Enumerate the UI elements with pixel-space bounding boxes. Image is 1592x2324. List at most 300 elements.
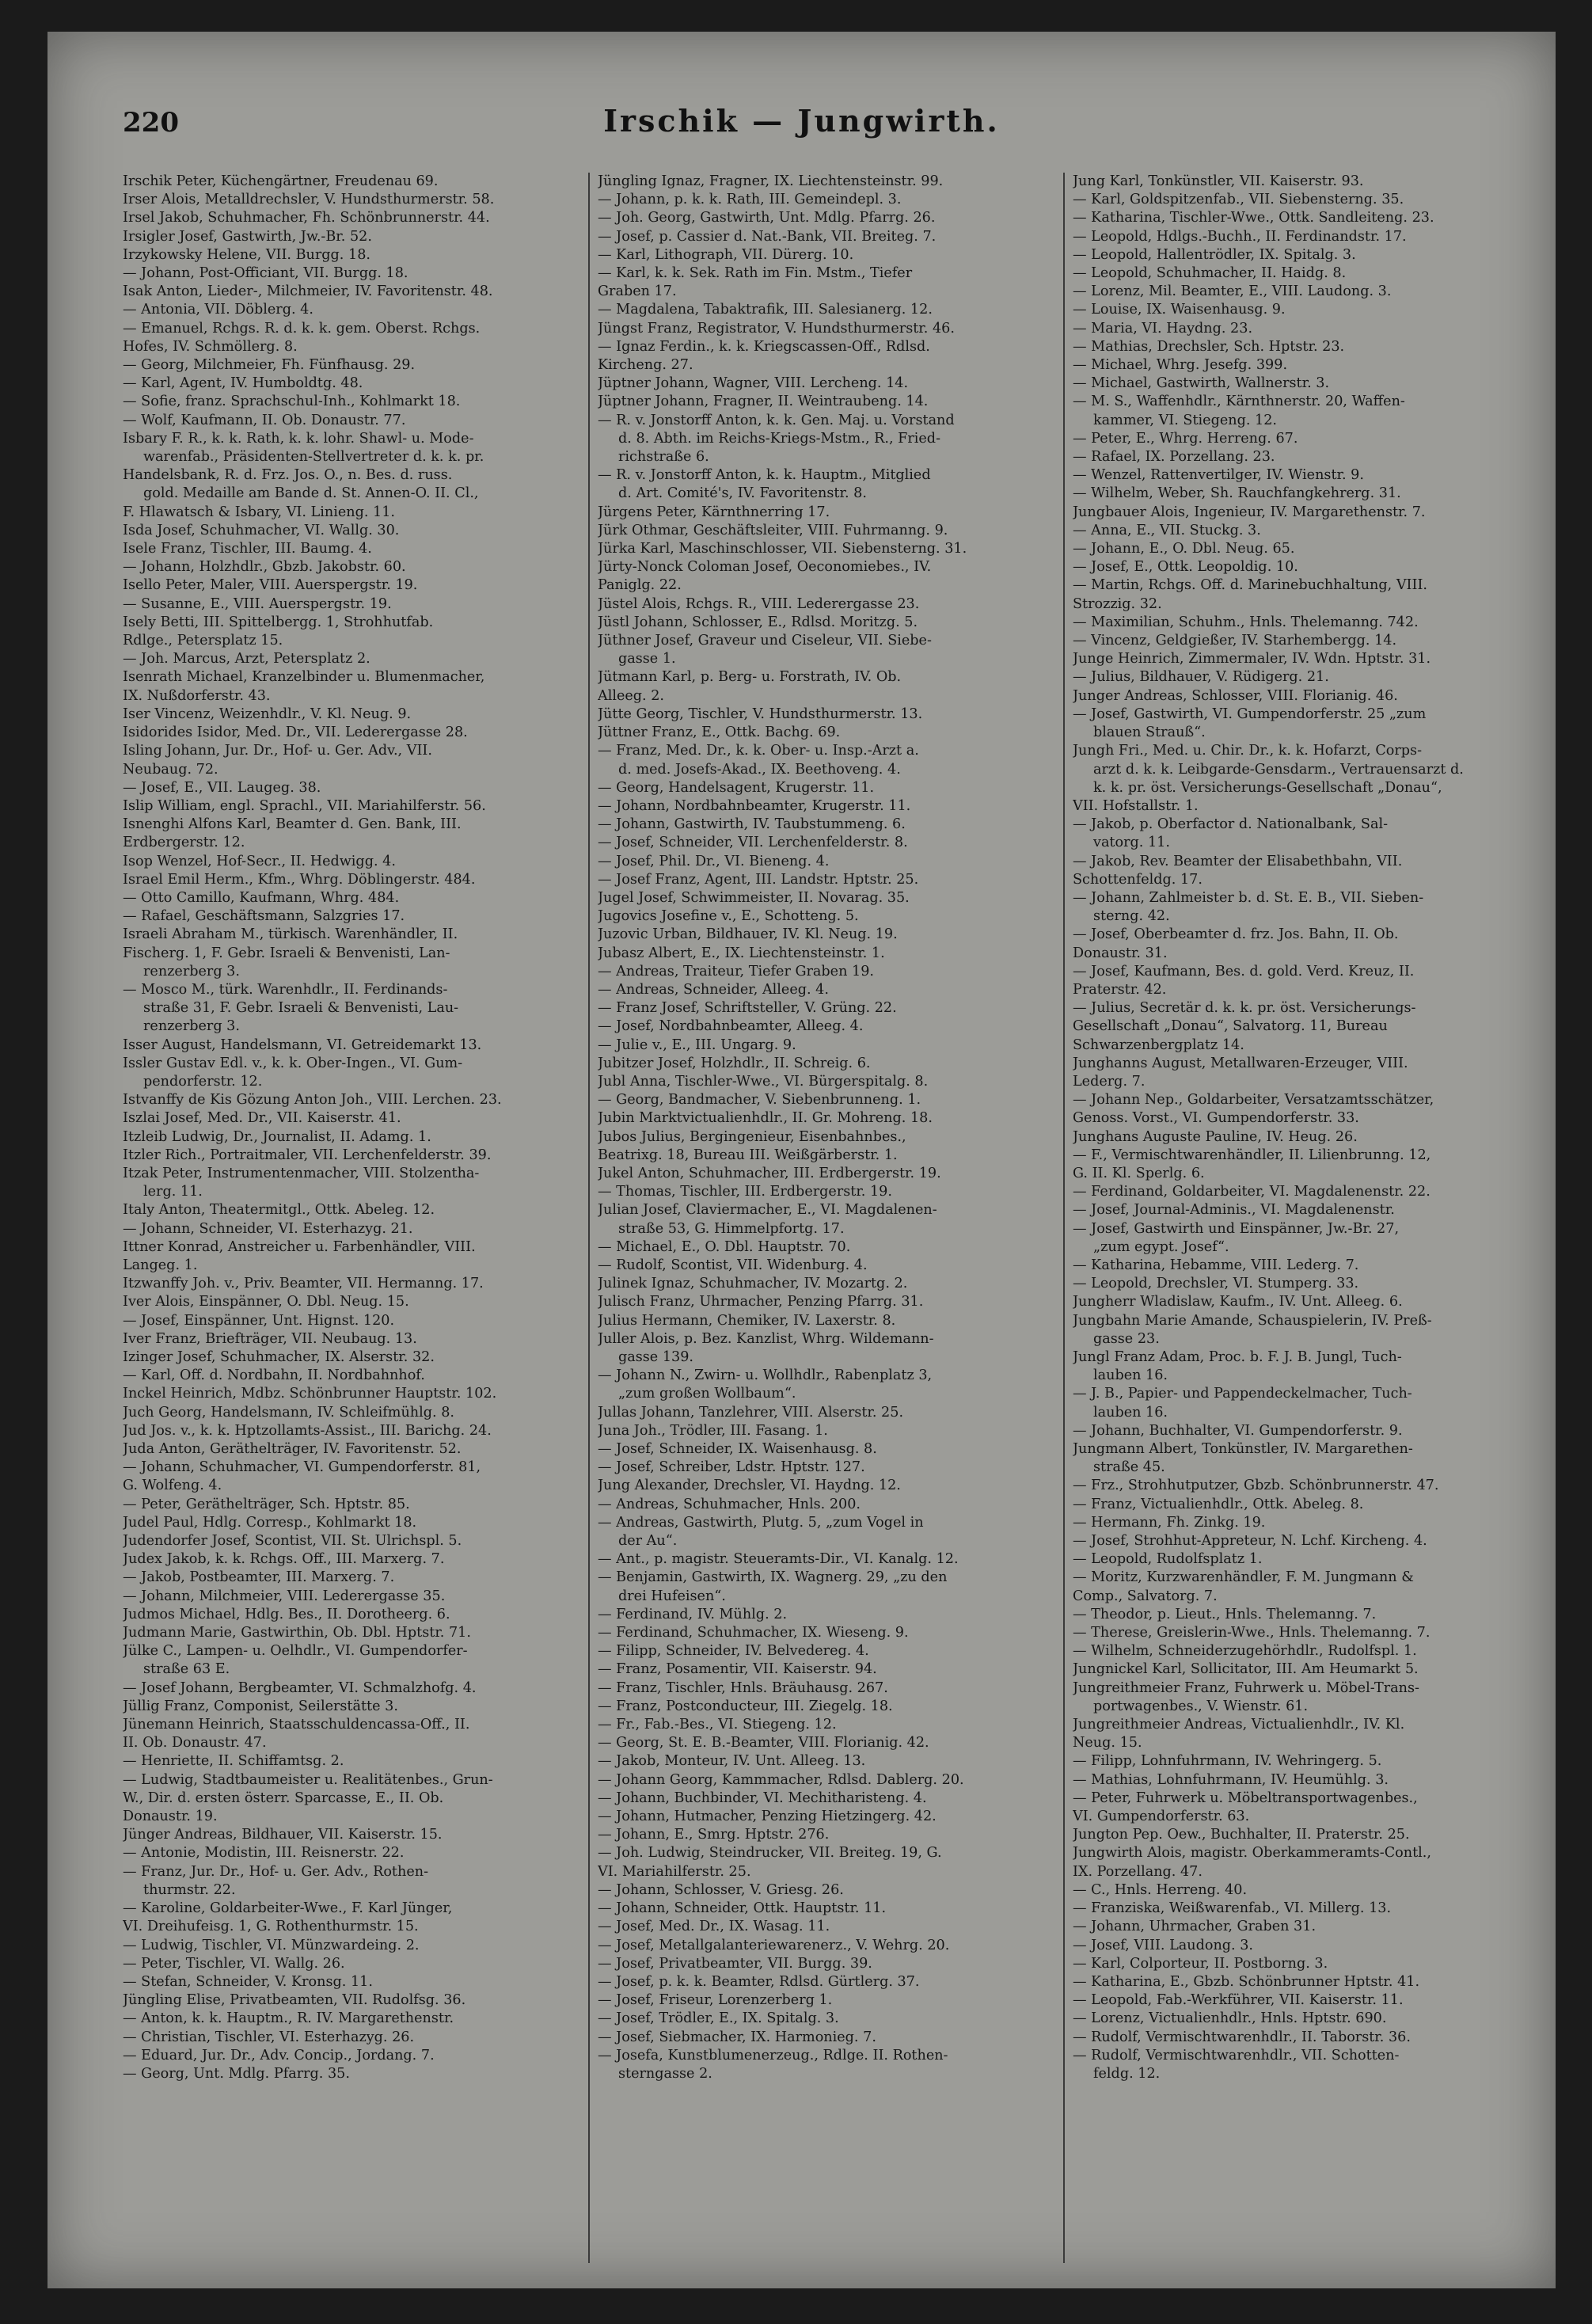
directory-entry: Isbary F. R., k. k. Rath, k. k. lohr. Shawl- u. Mode- [123, 430, 474, 447]
directory-entry: — Johann, Zahlmeister b. d. St. E. B., VII. Sieben- [1073, 889, 1424, 906]
directory-entry: — Thomas, Tischler, III. Erdbergerstr. 19. [598, 1184, 892, 1200]
directory-entry: Itzleib Ludwig, Dr., Journalist, II. Adamg. 1. [123, 1128, 431, 1145]
directory-entry: — Franz, Jur. Dr., Hof- u. Ger. Adv., Rothen- [123, 1863, 429, 1880]
directory-entry: — J. B., Papier- und Pappendeckelmacher, Tuch- [1073, 1386, 1412, 1402]
directory-entry: — Maximilian, Schuhm., Hnls. Thelemanng. 742. [1073, 614, 1419, 630]
directory-entry: Langeg. 1. [123, 1257, 198, 1273]
directory-entry: Jüthner Josef, Graveur und Ciseleur, VII. Siebe- [598, 633, 932, 649]
directory-entry: d. 8. Abth. im Reichs-Kriegs-Mstm., R., Fried- [618, 430, 941, 447]
directory-entry: Irzykowsky Helene, VII. Burgg. 18. [123, 246, 370, 263]
directory-entry: Irschik Peter, Küchengärtner, Freudenau 69. [123, 173, 439, 189]
directory-entry: — Johann, Gastwirth, IV. Taubstummeng. 6. [598, 816, 906, 833]
directory-entry: — Leopold, Rudolfsplatz 1. [1073, 1551, 1263, 1568]
directory-entry: — Josef, Journal-Adminis., VI. Magdalenenstr. [1073, 1202, 1395, 1219]
directory-entry: Jüngling Elise, Privatbeamten, VII. Rudolfsg. 36. [123, 1992, 466, 2009]
directory-entry: — Georg, Milchmeier, Fh. Fünfhausg. 29. [123, 357, 416, 374]
directory-entry: Isak Anton, Lieder-, Milchmeier, IV. Favoritenstr. 48. [123, 283, 493, 300]
directory-entry: blauen Strauß“. [1093, 725, 1206, 741]
directory-entry: Jüttner Franz, E., Ottk. Bachg. 69. [598, 725, 841, 741]
directory-entry: — Franz, Victualienhdlr., Ottk. Abeleg. 8. [1073, 1496, 1364, 1512]
directory-entry: — Karoline, Goldarbeiter-Wwe., F. Karl Jünger, [123, 1900, 453, 1917]
directory-entry: — Georg, St. E. B.-Beamter, VIII. Florianig. 42. [598, 1735, 929, 1752]
directory-entry: lauben 16. [1093, 1404, 1168, 1421]
directory-entry: — Wilhelm, Weber, Sh. Rauchfangkehrerg. 31. [1073, 485, 1401, 502]
directory-entry: — Ludwig, Tischler, VI. Münzwardeing. 2. [123, 1937, 420, 1953]
directory-entry: — Josef, Oberbeamter d. frz. Jos. Bahn, II. Ob. [1073, 926, 1399, 943]
directory-entry: Isidorides Isidor, Med. Dr., VII. Lederergasse 28. [123, 725, 468, 741]
directory-entry: — Josef, Schreiber, Ldstr. Hptstr. 127. [598, 1459, 865, 1476]
directory-entry: kammer, VI. Stiegeng. 12. [1093, 412, 1278, 428]
directory-entry: drei Hufeisen“. [618, 1588, 726, 1604]
directory-entry: straße 63 E. [143, 1661, 230, 1678]
directory-entry: Isop Wenzel, Hof-Secr., II. Hedwigg. 4. [123, 853, 396, 869]
directory-entry: k. k. pr. öst. Versicherungs-Gesellschaft „Donau“, [1093, 779, 1442, 796]
directory-entry: — Jakob, p. Oberfactor d. Nationalbank, Sal- [1073, 816, 1389, 833]
directory-entry: feldg. 12. [1093, 2065, 1161, 2082]
directory-entry: gasse 23. [1093, 1330, 1160, 1347]
directory-entry: — Johann Nep., Goldarbeiter, Versatzamtsschätzer, [1073, 1092, 1434, 1109]
directory-entry: Itzler Rich., Portraitmaler, VII. Lerchenfelderstr. 39. [123, 1147, 492, 1163]
directory-entry: Kircheng. 27. [598, 357, 693, 374]
directory-entry: Jungreithmeier Franz, Fuhrwerk u. Möbel-Trans- [1073, 1679, 1419, 1696]
directory-entry: — Jakob, Postbeamter, III. Marxerg. 7. [123, 1569, 395, 1586]
directory-entry: — Anna, E., VII. Stuckg. 3. [1073, 522, 1261, 538]
directory-entry: Juda Anton, Geräthelträger, IV. Favoritenstr. 52. [123, 1441, 462, 1458]
directory-entry: — Rudolf, Vermischtwarenhdlr., VII. Schotten- [1073, 2047, 1400, 2063]
directory-entry: — Peter, E., Whrg. Herreng. 67. [1073, 430, 1298, 447]
directory-entry: Schottenfeldg. 17. [1073, 871, 1203, 888]
directory-entry: Izinger Josef, Schuhmacher, IX. Alserstr. 32. [123, 1349, 435, 1365]
directory-entry: Donaustr. 31. [1073, 945, 1168, 961]
directory-entry: — Josef, E., VII. Laugeg. 38. [123, 779, 321, 796]
directory-entry: Itzak Peter, Instrumentenmacher, VIII. Stolzentha- [123, 1165, 480, 1181]
directory-entry: Judmann Marie, Gastwirthin, Ob. Dbl. Hptstr. 71. [123, 1625, 471, 1641]
directory-entry: Jüngst Franz, Registrator, V. Hundsthurmerstr. 46. [598, 320, 955, 337]
directory-entry: — F., Vermischtwarenhändler, II. Lilienbrunng. 12, [1073, 1147, 1431, 1163]
directory-entry: — Frz., Strohhutputzer, Gbzb. Schönbrunnerstr. 47. [1073, 1478, 1439, 1494]
directory-entry: — Josef, VIII. Laudong. 3. [1073, 1937, 1254, 1953]
directory-entry: Strozzig. 32. [1073, 595, 1162, 612]
directory-entry: gold. Medaille am Bande d. St. Annen-O. II. Cl., [143, 485, 479, 502]
directory-entry: — Franz Josef, Schriftsteller, V. Grüng. 22. [598, 1000, 897, 1017]
directory-entry: — M. S., Waffenhdlr., Kärnthnerstr. 20, Waffen- [1073, 394, 1405, 410]
directory-entry: — Johann, p. k. k. Rath, III. Gemeindepl. 3. [598, 192, 902, 208]
directory-entry: — Josef, Einspänner, Unt. Hignst. 120. [123, 1312, 395, 1329]
directory-entry: Inckel Heinrich, Mdbz. Schönbrunner Hauptstr. 102. [123, 1386, 497, 1402]
directory-entry: Gesellschaft „Donau“, Salvatorg. 11, Bureau [1073, 1018, 1388, 1035]
directory-entry: — Josef, Gastwirth und Einspänner, Jw.-Br. 27, [1073, 1220, 1400, 1237]
directory-entry: — Fr., Fab.-Bes., VI. Stiegeng. 12. [598, 1717, 837, 1733]
directory-entry: — Josef, p. k. k. Beamter, Rdlsd. Gürtlerg. 37. [598, 1973, 920, 1990]
directory-entry: Jud Jos. v., k. k. Hptzollamts-Assist., III. Barichg. 24. [123, 1422, 492, 1439]
directory-entry: — Katharina, Hebamme, VIII. Lederg. 7. [1073, 1257, 1359, 1273]
directory-entry: — Josef, Schneider, IX. Waisenhausg. 8. [598, 1441, 877, 1458]
directory-entry: — Josef, E., Ottk. Leopoldig. 10. [1073, 559, 1298, 576]
directory-entry: Jung Alexander, Drechsler, VI. Haydng. 12. [598, 1478, 901, 1494]
directory-entry: Beatrixg. 18, Bureau III. Weißgärberstr. 1. [598, 1147, 898, 1163]
directory-entry: — C., Hnls. Herreng. 40. [1073, 1881, 1248, 1898]
directory-entry: Jütmann Karl, p. Berg- u. Forstrath, IV. Ob. [598, 669, 902, 686]
directory-entry: — Julius, Secretär d. k. k. pr. öst. Versicherungs- [1073, 1000, 1416, 1017]
directory-entry: — Johann, E., O. Dbl. Neug. 65. [1073, 541, 1295, 557]
directory-entry: — Wenzel, Rattenvertilger, IV. Wienstr. 9. [1073, 467, 1364, 484]
directory-entry: Graben 17. [598, 283, 677, 300]
directory-entry: Jukel Anton, Schuhmacher, III. Erdbergerstr. 19. [598, 1165, 941, 1181]
directory-entry: — Ferdinand, IV. Mühlg. 2. [598, 1606, 788, 1622]
directory-entry: Juna Joh., Trödler, III. Fasang. 1. [598, 1422, 828, 1439]
directory-entry: — Johann, E., Smrg. Hptstr. 276. [598, 1827, 830, 1843]
directory-entry: Issler Gustav Edl. v., k. k. Ober-Ingen., VI. Gum- [123, 1055, 463, 1071]
directory-entry: Jüngling Ignaz, Fragner, IX. Liechtensteinstr. 99. [598, 173, 944, 189]
directory-entry: — Leopold, Hallentrödler, IX. Spitalg. 3. [1073, 246, 1356, 263]
directory-entry: — Peter, Fuhrwerk u. Möbeltransportwagenbes., [1073, 1790, 1418, 1806]
directory-entry: Jüstl Johann, Schlosser, E., Rdlsd. Moritzg. 5. [598, 614, 918, 630]
directory-entry: Fischerg. 1, F. Gebr. Israeli & Benvenisti, Lan- [123, 945, 450, 961]
directory-entry: Jungmann Albert, Tonkünstler, IV. Margarethen- [1073, 1441, 1413, 1458]
directory-entry: — Emanuel, Rchgs. R. d. k. k. gem. Oberst. Rchgs. [123, 320, 481, 337]
running-title: Irschik — Jungwirth. [603, 103, 1000, 139]
directory-entry: Erdbergerstr. 12. [123, 835, 245, 851]
directory-entry: — Theodor, p. Lieut., Hnls. Thelemanng. 7. [1073, 1606, 1377, 1622]
directory-entry: Jungbauer Alois, Ingenieur, IV. Margarethenstr. 7. [1073, 504, 1426, 520]
directory-entry: Lederg. 7. [1073, 1073, 1146, 1090]
directory-entry: — Johann, Holzhdlr., Gbzb. Jakobstr. 60. [123, 559, 406, 576]
directory-entry: — Leopold, Drechsler, VI. Stumperg. 33. [1073, 1276, 1359, 1292]
directory-entry: vatorg. 11. [1093, 835, 1170, 851]
directory-entry: — Joh. Georg, Gastwirth, Unt. Mdlg. Pfarrg. 26. [598, 210, 936, 226]
directory-entry: „zum egypt. Josef“. [1093, 1238, 1229, 1255]
directory-entry: — Karl, Colporteur, II. Postborng. 3. [1073, 1955, 1328, 1972]
directory-entry: — Antonie, Modistin, III. Reisnerstr. 22. [123, 1845, 405, 1862]
directory-entry: Istvanffy de Kis Gözung Anton Joh., VIII. Lerchen. 23. [123, 1092, 502, 1109]
directory-entry: Junghanns August, Metallwaren-Erzeuger, VIII. [1073, 1055, 1408, 1071]
directory-entry: — Josef, Phil. Dr., VI. Bieneng. 4. [598, 853, 830, 869]
directory-entry: Jürk Othmar, Geschäftsleiter, VIII. Fuhrmanng. 9. [598, 522, 948, 538]
directory-entry: IX. Porzellang. 47. [1073, 1863, 1203, 1880]
directory-entry: — Mathias, Lohnfuhrmann, IV. Heumühlg. 3. [1073, 1771, 1389, 1788]
directory-entry: Judex Jakob, k. k. Rchgs. Off., III. Marxerg. 7. [123, 1551, 445, 1568]
directory-entry: Jünger Andreas, Bildhauer, VII. Kaiserstr. 15. [123, 1827, 443, 1843]
directory-entry: — Otto Camillo, Kaufmann, Whrg. 484. [123, 889, 400, 906]
directory-entry: straße 45. [1093, 1459, 1165, 1476]
directory-entry: Jungl Franz Adam, Proc. b. F. J. B. Jungl, Tuch- [1073, 1349, 1402, 1365]
directory-entry: straße 31, F. Gebr. Israeli & Benvenisti, Lau- [143, 1000, 459, 1017]
directory-entry: Islip William, engl. Sprachl., VII. Mariahilferstr. 56. [123, 797, 486, 814]
directory-entry: gasse 1. [618, 651, 676, 668]
directory-entry: Hofes, IV. Schmöllerg. 8. [123, 338, 298, 355]
directory-entry: — Eduard, Jur. Dr., Adv. Concip., Jordang. 7. [123, 2047, 435, 2063]
directory-entry: — Sofie, franz. Sprachschul-Inh., Kohlmarkt 18. [123, 394, 461, 410]
directory-entry: — Johann, Buchhalter, VI. Gumpendorferstr. 9. [1073, 1422, 1403, 1439]
directory-entry: Neubaug. 72. [123, 761, 218, 778]
directory-entry: — Michael, E., O. Dbl. Hauptstr. 70. [598, 1238, 851, 1255]
directory-entry: — Wolf, Kaufmann, II. Ob. Donaustr. 77. [123, 412, 406, 428]
directory-entry: — Jakob, Monteur, IV. Unt. Alleeg. 13. [598, 1753, 866, 1770]
directory-columns [123, 173, 1540, 2263]
directory-entry: — Henriette, II. Schiffamtsg. 2. [123, 1753, 344, 1770]
directory-entry: Israeli Abraham M., türkisch. Warenhändler, II. [123, 926, 458, 943]
directory-entry: — Johann, Milchmeier, VIII. Lederergasse 35. [123, 1588, 446, 1604]
directory-entry: Julisch Franz, Uhrmacher, Penzing Pfarrg. 31. [598, 1294, 924, 1310]
directory-entry: Juzovic Urban, Bildhauer, IV. Kl. Neug. 19. [598, 926, 898, 943]
directory-entry: — R. v. Jonstorff Anton, k. k. Gen. Maj. u. Vorstand [598, 412, 955, 428]
directory-entry: Judel Paul, Hdlg. Corresp., Kohlmarkt 18. [123, 1514, 417, 1531]
directory-entry: II. Ob. Donaustr. 47. [123, 1735, 267, 1752]
directory-entry: Jüptner Johann, Wagner, VIII. Lercheng. 14. [598, 375, 909, 392]
directory-entry: Paniglg. 22. [598, 577, 682, 594]
column-3 [1073, 173, 1536, 2263]
directory-entry: — Johann N., Zwirn- u. Wollhdlr., Rabenplatz 3, [598, 1367, 933, 1384]
directory-entry: Jubitzer Josef, Holzhdlr., II. Schreig. 6. [598, 1055, 871, 1071]
directory-entry: — Maria, VI. Haydng. 23. [1073, 320, 1253, 337]
directory-entry: — Katharina, E., Gbzb. Schönbrunner Hptstr. 41. [1073, 1973, 1420, 1990]
directory-entry: Junger Andreas, Schlosser, VIII. Florianig. 46. [1073, 687, 1398, 704]
directory-entry: — Antonia, VII. Döblerg. 4. [123, 302, 313, 318]
directory-entry: pendorferstr. 12. [143, 1073, 263, 1090]
directory-entry: — Wilhelm, Schneiderzugehörhdlr., Rudolfspl. 1. [1073, 1643, 1417, 1660]
directory-entry: — Franz, Tischler, Hnls. Bräuhausg. 267. [598, 1679, 888, 1696]
directory-entry: — Johann, Post-Officiant, VII. Burgg. 18. [123, 265, 408, 282]
directory-entry: Jürgens Peter, Kärnthnerring 17. [598, 504, 830, 520]
directory-entry: — Josef Johann, Bergbeamter, VI. Schmalzhofg. 4. [123, 1679, 477, 1696]
directory-entry: — Johann, Schneider, Ottk. Hauptstr. 11. [598, 1900, 887, 1917]
directory-entry: Judmos Michael, Hdlg. Bes., II. Dorotheerg. 6. [123, 1606, 450, 1622]
directory-entry: — Johann, Buchbinder, VI. Mechitharisteng. 4. [598, 1790, 927, 1806]
directory-entry: Judendorfer Josef, Scontist, VII. St. Ulrichspl. 5. [123, 1533, 462, 1550]
directory-entry: Rdlge., Petersplatz 15. [123, 633, 283, 649]
directory-entry: — Rudolf, Scontist, VII. Widenburg. 4. [598, 1257, 868, 1273]
directory-entry: sterngasse 2. [618, 2065, 712, 2082]
directory-entry: VI. Gumpendorferstr. 63. [1073, 1809, 1250, 1825]
directory-entry: Israel Emil Herm., Kfm., Whrg. Döblingerstr. 484. [123, 871, 476, 888]
directory-entry: — Johann, Schuhmacher, VI. Gumpendorferstr. 81, [123, 1459, 481, 1476]
directory-entry: — Filipp, Lohnfuhrmann, IV. Wehringerg. 5. [1073, 1753, 1382, 1770]
directory-entry: Donaustr. 19. [123, 1809, 218, 1825]
page-number: 220 [123, 107, 179, 139]
directory-entry: — Louise, IX. Waisenhausg. 9. [1073, 302, 1286, 318]
directory-entry: — Michael, Whrg. Jesefg. 399. [1073, 357, 1288, 374]
directory-entry: Comp., Salvatorg. 7. [1073, 1588, 1218, 1604]
directory-entry: renzerberg 3. [143, 1018, 240, 1035]
directory-entry: richstraße 6. [618, 449, 709, 466]
directory-entry: — Andreas, Schuhmacher, Hnls. 200. [598, 1496, 861, 1512]
directory-entry: Jürka Karl, Maschinschlosser, VII. Siebensterng. 31. [598, 541, 967, 557]
directory-entry: — Leopold, Hdlgs.-Buchh., II. Ferdinandstr. 17. [1073, 228, 1407, 245]
directory-entry: Handelsbank, R. d. Frz. Jos. O., n. Bes. d. russ. [123, 467, 453, 484]
directory-entry: Isser August, Handelsmann, VI. Getreidemarkt 13. [123, 1036, 482, 1053]
directory-page [47, 32, 1556, 2288]
directory-entry: — Martin, Rchgs. Off. d. Marinebuchhaltung, VIII. [1073, 577, 1427, 594]
directory-entry: — Karl, k. k. Sek. Rath im Fin. Mstm., Tiefer [598, 265, 913, 282]
directory-entry: lauben 16. [1093, 1367, 1168, 1384]
directory-entry: Jungreithmeier Andreas, Victualienhdlr., IV. Kl. [1073, 1717, 1405, 1733]
directory-entry: — Josef, Med. Dr., IX. Wasag. 11. [598, 1919, 830, 1935]
directory-entry: thurmstr. 22. [143, 1881, 236, 1898]
directory-entry: — Moritz, Kurzwarenhändler, F. M. Jungmann & [1073, 1569, 1414, 1586]
directory-entry: — Peter, Tischler, VI. Wallg. 26. [123, 1955, 345, 1972]
directory-entry: Neug. 15. [1073, 1735, 1142, 1752]
directory-entry: — Vincenz, Geldgießer, IV. Starhembergg. 14. [1073, 633, 1397, 649]
directory-entry: — Andreas, Gastwirth, Plutg. 5, „zum Vogel in [598, 1514, 924, 1531]
directory-entry: — Benjamin, Gastwirth, IX. Wagnerg. 29, „zu den [598, 1569, 948, 1586]
directory-entry: IX. Nußdorferstr. 43. [123, 687, 271, 704]
directory-entry: — Josef, Nordbahnbeamter, Alleeg. 4. [598, 1018, 864, 1035]
directory-entry: — Karl, Agent, IV. Humboldtg. 48. [123, 375, 363, 392]
directory-entry: — Josef, Schneider, VII. Lerchenfelderstr. 8. [598, 835, 908, 851]
directory-entry: — Josef, Privatbeamter, VII. Burgg. 39. [598, 1955, 872, 1972]
directory-entry: — Josef, Strohhut-Appreteur, N. Lchf. Kircheng. 4. [1073, 1533, 1427, 1550]
directory-entry: Jungbahn Marie Amande, Schauspielerin, IV. Preß- [1073, 1312, 1432, 1329]
directory-entry: Juch Georg, Handelsmann, IV. Schleifmühlg. 8. [123, 1404, 454, 1421]
directory-entry: Jungton Pep. Oew., Buchhalter, II. Praterstr. 25. [1073, 1827, 1410, 1843]
directory-entry: Schwarzenbergplatz 14. [1073, 1036, 1244, 1053]
column-1 [123, 173, 578, 2263]
directory-entry: renzerberg 3. [143, 963, 240, 979]
directory-entry: — Julie v., E., III. Ungarg. 9. [598, 1036, 796, 1053]
directory-entry: — Joh. Marcus, Arzt, Petersplatz 2. [123, 651, 370, 668]
directory-entry: Isele Franz, Tischler, III. Baumg. 4. [123, 541, 372, 557]
directory-entry: VI. Mariahilferstr. 25. [598, 1863, 751, 1880]
directory-entry: — Johann Georg, Kammmacher, Rdlsd. Dablerg. 20. [598, 1771, 964, 1788]
directory-entry: arzt d. k. k. Leibgarde-Gensdarm., Vertrauensarzt d. [1093, 761, 1464, 778]
directory-entry: Isling Johann, Jur. Dr., Hof- u. Ger. Adv., VII. [123, 743, 432, 759]
directory-entry: Junghans Auguste Pauline, IV. Heug. 26. [1073, 1128, 1358, 1145]
directory-entry: — Josef, Gastwirth, VI. Gumpendorferstr. 25 „zum [1073, 706, 1427, 722]
directory-entry: — Josef, Siebmacher, IX. Harmonieg. 7. [598, 2029, 876, 2045]
directory-entry: lerg. 11. [143, 1184, 203, 1200]
directory-entry: — Johann, Schlosser, V. Griesg. 26. [598, 1881, 844, 1898]
directory-entry: — Josefa, Kunstblumenerzeug., Rdlge. II. Rothen- [598, 2047, 948, 2063]
directory-entry: — Leopold, Fab.-Werkführer, VII. Kaiserstr. 11. [1073, 1992, 1404, 2009]
directory-entry: Isello Peter, Maler, VIII. Auerspergstr. 19. [123, 577, 418, 594]
directory-entry: — Franz, Posamentir, VII. Kaiserstr. 94. [598, 1661, 877, 1678]
directory-entry: Iser Vincenz, Weizenhdlr., V. Kl. Neug. 9. [123, 706, 412, 722]
directory-entry: — Josef, Trödler, E., IX. Spitalg. 3. [598, 2010, 839, 2027]
directory-entry: Jungwirth Alois, magistr. Oberkammeramts-Contl., [1073, 1845, 1431, 1862]
directory-entry: — Josef Franz, Agent, III. Landstr. Hptstr. 25. [598, 871, 919, 888]
directory-entry: — Josef, Kaufmann, Bes. d. gold. Verd. Kreuz, II. [1073, 963, 1415, 979]
directory-entry: Jungnickel Karl, Sollicitator, III. Am Heumarkt 5. [1073, 1661, 1419, 1678]
directory-entry: Jubos Julius, Bergingenieur, Eisenbahnbes., [598, 1128, 906, 1145]
directory-entry: — Johann, Nordbahnbeamter, Krugerstr. 11. [598, 797, 911, 814]
directory-entry: Julian Josef, Claviermacher, E., VI. Magdalenen- [598, 1202, 937, 1219]
directory-entry: Italy Anton, Theatermitgl., Ottk. Abeleg. 12. [123, 1202, 435, 1219]
directory-entry: F. Hlawatsch & Isbary, VI. Linieng. 11. [123, 504, 395, 520]
directory-entry: Julinek Ignaz, Schuhmacher, IV. Mozartg. 2. [598, 1276, 908, 1292]
directory-entry: — Joh. Ludwig, Steindrucker, VII. Breiteg. 19, G. [598, 1845, 942, 1862]
directory-entry: Irser Alois, Metalldrechsler, V. Hundsthurmerstr. 58. [123, 192, 495, 208]
column-divider [588, 173, 590, 2263]
directory-entry: Isda Josef, Schuhmacher, VI. Wallg. 30. [123, 522, 400, 538]
directory-entry: — Ludwig, Stadtbaumeister u. Realitätenbes., Grun- [123, 1771, 493, 1788]
directory-entry: G. Wolfeng. 4. [123, 1478, 222, 1494]
directory-entry: Jullas Johann, Tanzlehrer, VIII. Alserstr. 25. [598, 1404, 904, 1421]
directory-entry: Genoss. Vorst., VI. Gumpendorferstr. 33. [1073, 1110, 1359, 1127]
directory-entry: Jungherr Wladislaw, Kaufm., IV. Unt. Alleeg. 6. [1073, 1294, 1403, 1310]
directory-entry: — Georg, Unt. Mdlg. Pfarrg. 35. [123, 2065, 350, 2082]
directory-entry: — Lorenz, Victualienhdlr., Hnls. Hptstr. 690. [1073, 2010, 1387, 2027]
directory-entry: „zum großen Wollbaum“. [618, 1386, 796, 1402]
column-2 [598, 173, 1053, 2263]
directory-entry: — Johann, Schneider, VI. Esterhazyg. 21. [123, 1220, 413, 1237]
directory-entry: VI. Dreihufeisg. 1, G. Rothenthurmstr. 15. [123, 1919, 419, 1935]
directory-entry: Iver Franz, Briefträger, VII. Neubaug. 13. [123, 1330, 417, 1347]
directory-entry: — Peter, Geräthelträger, Sch. Hptstr. 85. [123, 1496, 410, 1512]
directory-entry: — Magdalena, Tabaktrafik, III. Salesianerg. 12. [598, 302, 933, 318]
directory-entry: — Johann, Uhrmacher, Graben 31. [1073, 1919, 1317, 1935]
directory-entry: — Rudolf, Vermischtwarenhdlr., II. Taborstr. 36. [1073, 2029, 1411, 2045]
directory-entry: Isnenghi Alfons Karl, Beamter d. Gen. Bank, III. [123, 816, 462, 833]
directory-entry: Jugovics Josefine v., E., Schotteng. 5. [598, 908, 859, 925]
directory-entry: — R. v. Jonstorff Anton, k. k. Hauptm., Mitglied [598, 467, 931, 484]
page-header [47, 32, 1556, 150]
directory-entry: Itzwanffy Joh. v., Priv. Beamter, VII. Hermanng. 17. [123, 1276, 484, 1292]
column-divider [1063, 173, 1065, 2263]
directory-entry: gasse 139. [618, 1349, 693, 1365]
directory-entry: — Karl, Off. d. Nordbahn, II. Nordbahnhof. [123, 1367, 425, 1384]
directory-entry: Irsigler Josef, Gastwirth, Jw.-Br. 52. [123, 228, 372, 245]
directory-entry: — Josef, Friseur, Lorenzerberg 1. [598, 1992, 833, 2009]
directory-entry: Jüllig Franz, Componist, Seilerstätte 3. [123, 1698, 398, 1714]
directory-entry: straße 53, G. Himmelpfortg. 17. [618, 1220, 845, 1237]
directory-entry: — Johann, Hutmacher, Penzing Hietzingerg. 42. [598, 1809, 937, 1825]
directory-entry: Jungh Fri., Med. u. Chir. Dr., k. k. Hofarzt, Corps- [1073, 743, 1423, 759]
directory-entry: VII. Hofstallstr. 1. [1073, 797, 1199, 814]
directory-entry: — Therese, Greislerin-Wwe., Hnls. Thelemanng. 7. [1073, 1625, 1431, 1641]
directory-entry: Isely Betti, III. Spittelbergg. 1, Strohhutfab. [123, 614, 434, 630]
directory-entry: d. Art. Comité's, IV. Favoritenstr. 8. [618, 485, 867, 502]
directory-entry: — Michael, Gastwirth, Wallnerstr. 3. [1073, 375, 1330, 392]
directory-entry: Alleeg. 2. [598, 687, 665, 704]
directory-entry: Iszlai Josef, Med. Dr., VII. Kaiserstr. 41. [123, 1110, 401, 1127]
directory-entry: — Karl, Lithograph, VII. Dürerg. 10. [598, 246, 854, 263]
directory-entry: Jubasz Albert, E., IX. Liechtensteinstr. 1. [598, 945, 885, 961]
directory-entry: Juller Alois, p. Bez. Kanzlist, Whrg. Wildemann- [598, 1330, 934, 1347]
directory-entry: Isenrath Michael, Kranzelbinder u. Blumenmacher, [123, 669, 485, 686]
directory-entry: Ittner Konrad, Anstreicher u. Farbenhändler, VIII. [123, 1238, 476, 1255]
directory-entry: — Filipp, Schneider, IV. Belvedereg. 4. [598, 1643, 869, 1660]
directory-entry: Iver Alois, Einspänner, O. Dbl. Neug. 15. [123, 1294, 409, 1310]
directory-entry: — Stefan, Schneider, V. Kronsg. 11. [123, 1973, 373, 1990]
directory-entry: Jüstel Alois, Rchgs. R., VIII. Lederergasse 23. [598, 595, 920, 612]
directory-entry: — Mathias, Drechsler, Sch. Hptstr. 23. [1073, 338, 1345, 355]
directory-entry: — Mosco M., türk. Warenhdlr., II. Ferdinands- [123, 981, 448, 998]
directory-entry: G. II. Kl. Sperlg. 6. [1073, 1165, 1205, 1181]
directory-entry: der Au“. [618, 1533, 678, 1550]
directory-entry: — Franz, Med. Dr., k. k. Ober- u. Insp.-Arzt a. [598, 743, 919, 759]
directory-entry: — Georg, Bandmacher, V. Siebenbrunneng. 1. [598, 1092, 921, 1109]
directory-entry: — Rafael, IX. Porzellang. 23. [1073, 449, 1275, 466]
directory-entry: — Katharina, Tischler-Wwe., Ottk. Sandleiteng. 23. [1073, 210, 1434, 226]
directory-entry: — Hermann, Fh. Zinkg. 19. [1073, 1514, 1266, 1531]
directory-entry: — Julius, Bildhauer, V. Rüdigerg. 21. [1073, 669, 1329, 686]
directory-entry: Jülke C., Lampen- u. Oelhdlr., VI. Gumpendorfer- [123, 1643, 468, 1660]
directory-entry: — Ferdinand, Goldarbeiter, VI. Magdalenenstr. 22. [1073, 1184, 1431, 1200]
directory-entry: — Leopold, Schuhmacher, II. Haidg. 8. [1073, 265, 1347, 282]
directory-entry: W., Dir. d. ersten österr. Sparcasse, E., II. Ob. [123, 1790, 444, 1806]
directory-entry: Jugel Josef, Schwimmeister, II. Novarag. 35. [598, 889, 910, 906]
directory-entry: Jubl Anna, Tischler-Wwe., VI. Bürgerspitalg. 8. [598, 1073, 929, 1090]
directory-entry: — Andreas, Schneider, Alleeg. 4. [598, 981, 829, 998]
directory-entry: — Ant., p. magistr. Steueramts-Dir., VI. Kanalg. 12. [598, 1551, 959, 1568]
directory-entry: Praterstr. 42. [1073, 981, 1167, 998]
directory-entry: Jubin Marktvictualienhdlr., II. Gr. Mohreng. 18. [598, 1110, 933, 1127]
directory-entry: — Karl, Goldspitzenfab., VII. Siebensterng. 35. [1073, 192, 1404, 208]
directory-entry: Jung Karl, Tonkünstler, VII. Kaiserstr. 93. [1073, 173, 1364, 189]
directory-entry: — Josef, Metallgalanteriewarenerz., V. Wehrg. 20. [598, 1937, 950, 1953]
directory-entry: Julius Hermann, Chemiker, IV. Laxerstr. 8. [598, 1312, 896, 1329]
directory-entry: Jünemann Heinrich, Staatsschuldencassa-Off., II. [123, 1717, 470, 1733]
